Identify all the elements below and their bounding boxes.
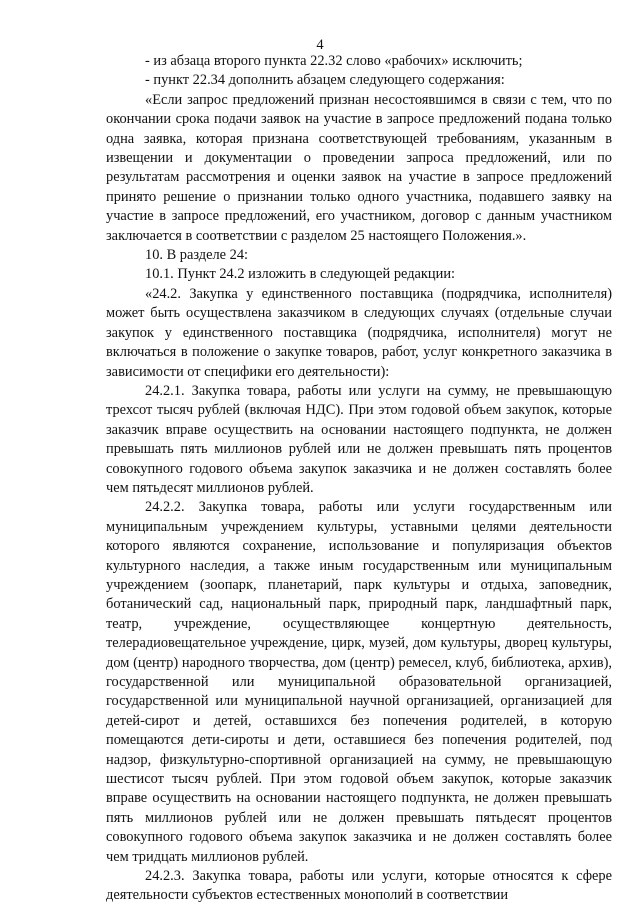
paragraph-amend-22-32: - из абзаца второго пункта 22.32 слово «рабочих» исключить;	[145, 53, 523, 69]
document-body	[106, 52, 612, 906]
paragraph-24-2-3: 24.2.3. Закупка товара, работы или услуги, которые относятся к сфере деятельности субъектов естественных монополий в соответствии	[106, 868, 612, 904]
paragraph-section-24: 10. В разделе 24:	[145, 247, 249, 264]
paragraph-24-2-2: 24.2.2. Закупка товара, работы или услуги государственным или муниципальным учреждением культуры, уставными целями деятельности которого являются сохранение, использование и популяризация объектов культурного наследия, а также иным государственным или муниципальным учреждением (зоопарк, планетарий, парк культуры и отдыха, заповедник, ботанический сад, национальный парк, природный парк, ландшафтный парк, театр, учреждение, осуществляющее концертную деятельность, телерадиовещательное учреждение, цирк, музей, дом культуры, дворец культуры, дом (центр) народного творчества, дом (центр) ремесел, клуб, библиотека, архив), государственной или муниципальной образовательной организацией, государственной или муниципальной научной организацией, организацией для детей-сирот и детей, оставшихся без попечения родителей, в которую помещаются дети-сироты и дети, оставшиеся без попечения родителей, под надзор, физкультурно-спортивной организацией на сумму, не превышающую шестисот тысяч рублей. При этом годовой объем закупок, которые заказчик вправе осуществить на основании настоящего подпункта, не должен превышать пять миллионов рублей или не должен превышать пятьдесят процентов совокупного годового объема закупок заказчика и не должен составлять более чем тридцать миллионов рублей.	[106, 499, 612, 865]
paragraph-amend-22-34: - пункт 22.34 дополнить абзацем следующего содержания:	[145, 72, 505, 89]
page-number: 4	[316, 37, 324, 53]
paragraph-24-2-1: 24.2.1. Закупка товара, работы или услуги на сумму, не превышающую трехсот тысяч рублей (включая НДС). При этом годовой объем закупок, которые заказчик вправе осуществить на основании настоящего подпункта, не должен превышать пять миллионов рублей или не должен превышать пять процентов совокупного годового объема закупок заказчика и не должен составлять более чем пятьдесят миллионов рублей.	[106, 382, 612, 496]
paragraph-quote-request-proposals: «Если запрос предложений признан несостоявшимся в связи с тем, что по окончании срока подачи заявок на участие в запросе предложений подана только одна заявка, которая признана соответствующей требованиям, указанным в извещении и документации о проведении запроса предложений, или по результатам рассмотрения и оценки заявок на участие в запросе предложений принято решение о признании только одного участника, подавшего заявку на участие в запросе предложений, его участником, договор с данным участником заключается в соответствии с разделом 25 настоящего Положения.».	[106, 91, 612, 244]
paragraph-24-2: «24.2. Закупка у единственного поставщика (подрядчика, исполнителя) может быть осуществлена заказчиком в следующих случаях (отдельные случаи закупок у единственного поставщика (подрядчика, исполнителя) могут не включаться в положение о закупке товаров, работ, услуг конкретного заказчика в зависимости от специфики его деятельности):	[106, 285, 612, 380]
paragraph-10-1: 10.1. Пункт 24.2 изложить в следующей редакции:	[145, 266, 456, 283]
